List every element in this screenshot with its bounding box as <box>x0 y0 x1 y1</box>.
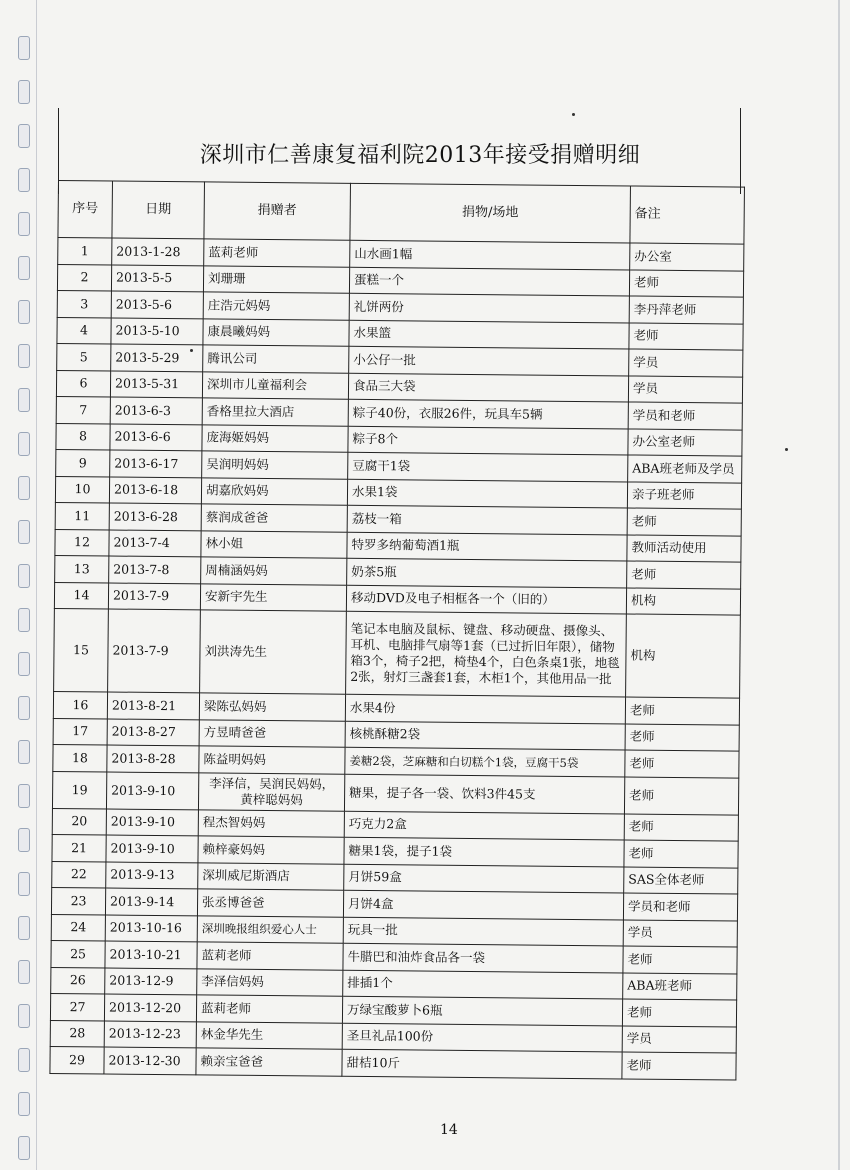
cell-date: 2013-6-18 <box>109 477 201 504</box>
binder-hole <box>18 388 30 412</box>
column-header-note: 备注 <box>630 186 745 244</box>
cell-date: 2013-1-28 <box>112 238 204 265</box>
cell-item: 特罗多纳葡萄酒1瓶 <box>347 532 627 561</box>
cell-note: 办公室 <box>630 243 744 271</box>
cell-date: 2013-12-30 <box>104 1047 196 1074</box>
binder-hole <box>18 80 30 104</box>
cell-date: 2013-7-8 <box>109 556 201 583</box>
cell-donor: 刘珊珊 <box>203 265 349 293</box>
cell-date: 2013-5-10 <box>111 318 203 345</box>
cell-item: 排插1个 <box>343 970 623 999</box>
cell-note: 老师 <box>624 813 738 841</box>
cell-item: 月饼59盒 <box>344 864 624 893</box>
cell-note: 机构 <box>626 587 740 615</box>
cell-item: 蛋糕一个 <box>349 267 629 296</box>
cell-item: 核桃酥糖2袋 <box>345 721 625 750</box>
table-row <box>50 1046 736 1079</box>
cell-donor: 程杰智妈妈 <box>198 809 344 837</box>
cell-item: 荔枝一箱 <box>347 505 627 534</box>
page-edge <box>36 0 37 1170</box>
cell-date: 2013-6-3 <box>110 397 202 424</box>
cell-donor: 腾讯公司 <box>203 345 349 373</box>
cell-item: 牛腊巴和油炸食品各一袋 <box>343 943 623 972</box>
table-header-row <box>58 181 745 245</box>
cell-note: 亲子班老师 <box>627 481 741 509</box>
cell-item: 粽子8个 <box>348 426 628 455</box>
cell-item: 豆腐干1袋 <box>348 452 628 481</box>
cell-item: 移动DVD及电子相框各一个（旧的） <box>346 585 626 614</box>
cell-date: 2013-7-9 <box>108 609 201 693</box>
binder-hole <box>18 740 30 764</box>
cell-note: ABA班老师 <box>623 972 737 1000</box>
cell-note: 学员 <box>629 349 743 377</box>
cell-note: 老师 <box>624 840 738 868</box>
cell-date: 2013-12-20 <box>104 994 196 1021</box>
cell-no: 12 <box>55 529 109 556</box>
cell-date: 2013-10-16 <box>105 914 197 941</box>
binder-hole <box>18 168 30 192</box>
cell-no: 28 <box>50 1020 104 1047</box>
cell-donor: 庄浩元妈妈 <box>203 292 349 320</box>
binder-hole <box>18 1092 30 1116</box>
column-header-donor: 捐赠者 <box>204 182 351 240</box>
cell-note: 学员和老师 <box>628 402 742 430</box>
cell-item: 水果4份 <box>345 694 625 723</box>
cell-note: 教师活动使用 <box>627 534 741 562</box>
cell-no: 8 <box>56 423 110 450</box>
cell-note: 老师 <box>622 999 736 1027</box>
cell-no: 18 <box>53 744 107 771</box>
scan-speck <box>785 448 788 451</box>
cell-note: 老师 <box>623 946 737 974</box>
binder-hole <box>18 36 30 60</box>
cell-note: 学员和老师 <box>623 893 737 921</box>
scan-speck <box>572 113 575 116</box>
cell-item: 巧克力2盒 <box>344 811 624 840</box>
cell-no: 22 <box>52 861 106 888</box>
cell-no: 21 <box>52 834 106 861</box>
binder-hole <box>18 828 30 852</box>
cell-note: 老师 <box>627 561 741 589</box>
binder-hole <box>18 432 30 456</box>
cell-date: 2013-9-10 <box>106 808 198 835</box>
cell-note: ABA班老师及学员 <box>628 455 742 483</box>
cell-donor: 康晨曦妈妈 <box>203 318 349 346</box>
cell-date: 2013-5-31 <box>110 371 202 398</box>
cell-note: 老师 <box>622 1052 736 1080</box>
binder-hole <box>18 784 30 808</box>
cell-date: 2013-12-9 <box>105 967 197 994</box>
binder-hole <box>18 608 30 632</box>
cell-no: 17 <box>53 718 107 745</box>
cell-note: 机构 <box>626 614 741 698</box>
cell-date: 2013-7-4 <box>109 530 201 557</box>
cell-date: 2013-9-13 <box>106 861 198 888</box>
binder-holes <box>0 0 40 1170</box>
cell-donor: 赖亲宝爸爸 <box>196 1048 342 1076</box>
cell-date: 2013-6-17 <box>110 450 202 477</box>
cell-note: 老师 <box>625 750 739 778</box>
cell-item: 山水画1幅 <box>350 240 630 269</box>
cell-item: 糖果，提子各一袋、饮料3件45支 <box>344 774 624 814</box>
cell-donor: 蓝莉老师 <box>204 239 350 267</box>
binder-hole <box>18 916 30 940</box>
cell-item: 水果篮 <box>349 320 629 349</box>
cell-date: 2013-6-6 <box>110 424 202 451</box>
binder-hole <box>18 564 30 588</box>
binder-hole <box>18 520 30 544</box>
cell-note: 学员 <box>623 919 737 947</box>
cell-item: 圣旦礼品100份 <box>342 1023 622 1052</box>
binder-hole <box>18 960 30 984</box>
cell-note: 老师 <box>629 269 743 297</box>
cell-no: 29 <box>50 1046 104 1073</box>
cell-no: 6 <box>56 370 110 397</box>
donation-table <box>49 180 745 1080</box>
column-header-date: 日期 <box>112 181 205 239</box>
cell-no: 23 <box>51 887 105 914</box>
cell-note: 李丹萍老师 <box>629 296 743 324</box>
cell-note: 老师 <box>627 508 741 536</box>
cell-no: 3 <box>57 290 111 317</box>
cell-item: 小公仔一批 <box>349 346 629 375</box>
cell-item: 万绿宝酸萝卜6瓶 <box>342 996 622 1025</box>
cell-no: 4 <box>57 317 111 344</box>
cell-donor: 刘洪涛先生 <box>200 610 347 694</box>
binder-hole <box>18 696 30 720</box>
binder-hole <box>18 1136 30 1160</box>
cell-donor: 蔡润成爸爸 <box>201 504 347 532</box>
cell-no: 19 <box>52 771 106 809</box>
cell-date: 2013-9-10 <box>106 771 198 809</box>
cell-item: 甜桔10斤 <box>342 1049 622 1078</box>
cell-no: 5 <box>57 343 111 370</box>
cell-item: 粽子40份，衣服26件，玩具车5辆 <box>348 399 628 428</box>
cell-item: 糖果1袋，提子1袋 <box>344 837 624 866</box>
cell-donor: 李泽信，吴润民妈妈，黄梓聪妈妈 <box>198 772 344 810</box>
binder-hole <box>18 344 30 368</box>
binder-hole <box>18 1048 30 1072</box>
binder-hole <box>18 212 30 236</box>
cell-no: 14 <box>54 582 108 609</box>
cell-item: 奶茶5瓶 <box>347 558 627 587</box>
cell-donor: 安新宇先生 <box>200 583 346 611</box>
cell-donor: 林小姐 <box>201 530 347 558</box>
cell-date: 2013-5-6 <box>111 291 203 318</box>
cell-note: 老师 <box>625 723 739 751</box>
cell-no: 7 <box>56 396 110 423</box>
column-header-item: 捐物/场地 <box>350 183 631 243</box>
cell-date: 2013-8-28 <box>107 745 199 772</box>
cell-item: 月饼4盒 <box>343 890 623 919</box>
scan-speck <box>190 349 193 352</box>
cell-donor: 深圳晚报组织爱心人士 <box>197 915 343 943</box>
cell-no: 16 <box>53 691 107 718</box>
cell-donor: 深圳市儿童福利会 <box>202 371 348 399</box>
cell-note: 老师 <box>624 776 738 814</box>
table-row <box>54 608 741 698</box>
cell-item: 笔记本电脑及鼠标、键盘、移动硬盘、摄像头、耳机、电脑排气扇等1套（已过折旧年限），储物箱3个，椅子2把，椅垫4个，白色条桌1张，地毯2张，射灯三盏套1套，木柜1个，其他用品一批 <box>346 611 627 697</box>
cell-no: 15 <box>54 608 109 692</box>
cell-no: 2 <box>57 264 111 291</box>
binder-hole <box>18 256 30 280</box>
cell-date: 2013-6-28 <box>109 503 201 530</box>
binder-hole <box>18 476 30 500</box>
cell-date: 2013-12-23 <box>104 1020 196 1047</box>
cell-donor: 庞海姬妈妈 <box>202 424 348 452</box>
cell-item: 姜糖2袋，芝麻糖和白切糕个1袋，豆腐干5袋 <box>345 747 625 776</box>
page-edge-right <box>838 0 840 1170</box>
cell-no: 26 <box>51 967 105 994</box>
cell-donor: 胡嘉欣妈妈 <box>201 477 347 505</box>
binder-hole <box>18 124 30 148</box>
cell-date: 2013-5-5 <box>111 265 203 292</box>
cell-date: 2013-9-14 <box>105 888 197 915</box>
binder-hole <box>18 872 30 896</box>
cell-note: 学员 <box>628 375 742 403</box>
cell-no: 11 <box>55 502 109 529</box>
column-header-no: 序号 <box>58 181 113 239</box>
cell-no: 27 <box>50 993 104 1020</box>
cell-item: 礼饼两份 <box>349 293 629 322</box>
cell-date: 2013-8-27 <box>107 718 199 745</box>
cell-donor: 吴润明妈妈 <box>202 451 348 479</box>
cell-donor: 张丞博爸爸 <box>197 889 343 917</box>
cell-donor: 梁陈弘妈妈 <box>199 693 345 721</box>
cell-donor: 蓝莉老师 <box>197 942 343 970</box>
cell-date: 2013-10-21 <box>105 941 197 968</box>
cell-item: 玩具一批 <box>343 917 623 946</box>
cell-donor: 陈益明妈妈 <box>199 746 345 774</box>
cell-donor: 赖梓豪妈妈 <box>198 836 344 864</box>
cell-donor: 林金华先生 <box>196 1021 342 1049</box>
binder-hole <box>18 652 30 676</box>
cell-no: 1 <box>58 238 112 265</box>
cell-note: 学员 <box>622 1025 736 1053</box>
cell-no: 24 <box>51 914 105 941</box>
cell-donor: 李泽信妈妈 <box>197 968 343 996</box>
cell-note: SAS全体老师 <box>624 866 738 894</box>
cell-note: 办公室老师 <box>628 428 742 456</box>
page-number: 14 <box>440 1122 458 1138</box>
cell-donor: 深圳威尼斯酒店 <box>198 862 344 890</box>
cell-note: 老师 <box>625 697 739 725</box>
cell-date: 2013-8-21 <box>107 692 199 719</box>
cell-no: 9 <box>56 449 110 476</box>
cell-donor: 蓝莉老师 <box>196 995 342 1023</box>
cell-donor: 周楠涵妈妈 <box>201 557 347 585</box>
cell-no: 10 <box>55 476 109 503</box>
cell-date: 2013-7-9 <box>108 583 200 610</box>
binder-hole <box>18 1004 30 1028</box>
cell-donor: 方昱晴爸爸 <box>199 719 345 747</box>
cell-date: 2013-5-29 <box>111 344 203 371</box>
cell-item: 食品三大袋 <box>348 373 628 402</box>
cell-no: 13 <box>55 555 109 582</box>
cell-no: 20 <box>52 808 106 835</box>
cell-item: 水果1袋 <box>347 479 627 508</box>
cell-note: 老师 <box>629 322 743 350</box>
frame-right <box>740 108 741 194</box>
cell-no: 25 <box>51 940 105 967</box>
document-title: 深圳市仁善康复福利院2013年接受捐赠明细 <box>199 143 641 168</box>
cell-donor: 香格里拉大酒店 <box>202 398 348 426</box>
binder-hole <box>18 300 30 324</box>
cell-date: 2013-9-10 <box>106 835 198 862</box>
